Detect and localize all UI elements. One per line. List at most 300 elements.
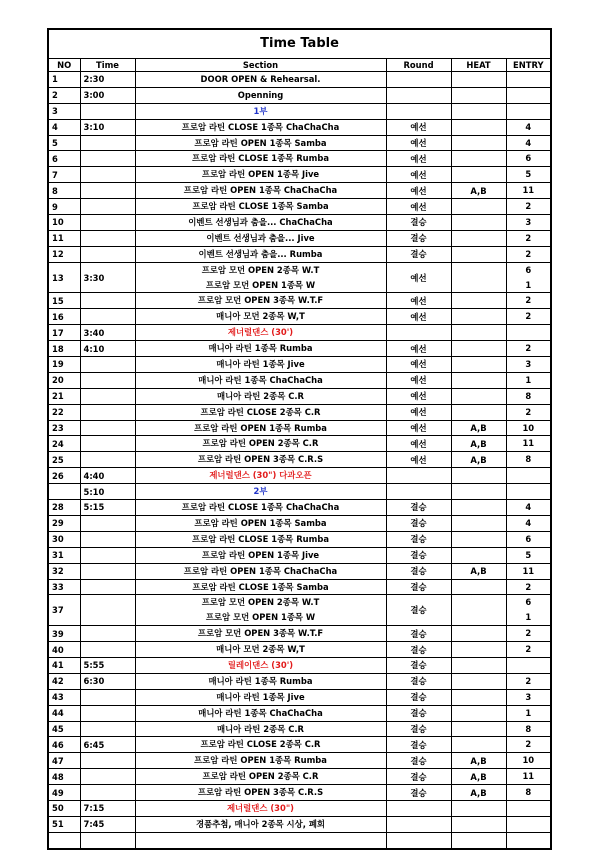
- table-row: [48, 215, 551, 231]
- cell-entry: [506, 800, 551, 816]
- cell-no: 50: [48, 800, 80, 816]
- cell-entry-line: 4: [525, 121, 532, 132]
- cell-no: 19: [48, 357, 80, 373]
- cell-round: [386, 325, 451, 341]
- cell-section: [135, 785, 386, 801]
- table-row: [48, 705, 551, 721]
- table-row: [48, 689, 551, 705]
- cell-section: [135, 657, 386, 673]
- cell-entry: [506, 309, 551, 325]
- cell-entry: [506, 388, 551, 404]
- cell-section-line: 프로암 모던 OPEN 1종목 W: [205, 612, 316, 623]
- cell-section-line: Openning: [237, 89, 284, 100]
- cell-section: [135, 230, 386, 246]
- cell-heat: [451, 230, 506, 246]
- cell-section-line: 프로암 라틴 OPEN 2종목 C.R: [202, 771, 319, 782]
- cell-no: 28: [48, 500, 80, 516]
- header-row: [48, 59, 551, 72]
- cell-no: 7: [48, 167, 80, 183]
- table-row: [48, 673, 551, 689]
- cell-time: 4:40: [80, 468, 135, 484]
- cell-entry: [506, 705, 551, 721]
- cell-no: 48: [48, 769, 80, 785]
- cell-heat: [451, 531, 506, 547]
- cell-section-line: 프로암 라틴 CLOSE 2종목 C.R: [200, 739, 321, 750]
- cell-entry-line: 11: [522, 185, 535, 196]
- table-row: [48, 341, 551, 357]
- cell-section-line: 프로암 라틴 CLOSE 1종목 Samba: [192, 201, 329, 212]
- cell-no: 5: [48, 135, 80, 151]
- cell-heat: [451, 199, 506, 215]
- cell-entry: [506, 452, 551, 468]
- cell-entry-line: 1: [525, 279, 532, 290]
- cell-round: 결승: [386, 626, 451, 642]
- cell-entry-line: 8: [525, 454, 532, 465]
- cell-no: 21: [48, 388, 80, 404]
- cell-section-line: 프로암 모던 OPEN 3종목 W.T.F: [197, 628, 324, 639]
- cell-section: [135, 832, 386, 848]
- cell-no: 2: [48, 87, 80, 103]
- cell-section-line: DOOR OPEN & Rehearsal.: [200, 74, 321, 84]
- cell-round: 예선: [386, 199, 451, 215]
- cell-section-line: 프로암 라틴 OPEN 1종목 Samba: [194, 137, 327, 148]
- cell-heat: A,B: [451, 563, 506, 579]
- cell-round: 결승: [386, 563, 451, 579]
- cell-no: 32: [48, 563, 80, 579]
- table-row: [48, 151, 551, 167]
- cell-section-line: 프로암 라틴 OPEN 1종목 Rumba: [194, 755, 327, 766]
- cell-round: 예선: [386, 262, 451, 293]
- cell-section: [135, 468, 386, 484]
- table-row: [48, 816, 551, 832]
- cell-no: 4: [48, 119, 80, 135]
- header-no: NO: [48, 59, 80, 72]
- cell-entry-line: 2: [525, 675, 532, 686]
- table-row: [48, 103, 551, 119]
- cell-section: [135, 404, 386, 420]
- cell-entry: [506, 579, 551, 595]
- cell-round: 예선: [386, 167, 451, 183]
- table-row: [48, 199, 551, 215]
- cell-section-line: 2부: [253, 486, 268, 497]
- table-row: [48, 325, 551, 341]
- cell-no: [48, 832, 80, 848]
- cell-time: [80, 563, 135, 579]
- cell-time: [80, 832, 135, 848]
- cell-round: 예선: [386, 151, 451, 167]
- cell-section-line: 이벤트 선생님과 춤을... ChaChaCha: [188, 217, 333, 228]
- cell-section-line: 프로암 라틴 OPEN 1종목 ChaChaCha: [183, 185, 338, 196]
- cell-entry: [506, 642, 551, 658]
- cell-entry-line: 6: [525, 153, 532, 164]
- cell-time: [80, 420, 135, 436]
- time-table-sheet: [47, 28, 550, 850]
- cell-time: [80, 705, 135, 721]
- cell-time: [80, 531, 135, 547]
- cell-heat: [451, 215, 506, 231]
- cell-section: [135, 500, 386, 516]
- cell-section: [135, 309, 386, 325]
- cell-entry: [506, 737, 551, 753]
- table-row: [48, 420, 551, 436]
- cell-heat: [451, 357, 506, 373]
- cell-time: 3:10: [80, 119, 135, 135]
- cell-heat: [451, 388, 506, 404]
- cell-section: [135, 167, 386, 183]
- cell-round: [386, 832, 451, 848]
- cell-entry: [506, 72, 551, 88]
- cell-round: [386, 800, 451, 816]
- cell-heat: [451, 689, 506, 705]
- cell-heat: [451, 816, 506, 832]
- cell-section-line: 매니아 라틴 1종목 Jive: [216, 359, 305, 370]
- cell-entry-line: [510, 801, 548, 816]
- cell-heat: [451, 372, 506, 388]
- cell-section-line: 프로암 라틴 OPEN 1종목 Rumba: [194, 422, 327, 433]
- cell-section-line: 제너럴댄스 (30'): [227, 327, 294, 338]
- header-section: Section: [135, 59, 386, 72]
- cell-section: [135, 215, 386, 231]
- table-row: [48, 484, 551, 500]
- cell-entry-line: 3: [525, 217, 532, 228]
- cell-no: 31: [48, 547, 80, 563]
- cell-section-line: 프로암 라틴 OPEN 1종목 Samba: [194, 517, 327, 528]
- cell-no: 18: [48, 341, 80, 357]
- cell-time: [80, 246, 135, 262]
- cell-entry: [506, 484, 551, 500]
- cell-no: 22: [48, 404, 80, 420]
- cell-entry: [506, 657, 551, 673]
- table-row: [48, 595, 551, 626]
- cell-entry: [506, 262, 551, 293]
- cell-section: [135, 816, 386, 832]
- cell-heat: [451, 87, 506, 103]
- cell-round: [386, 816, 451, 832]
- cell-round: 예선: [386, 135, 451, 151]
- cell-entry: [506, 816, 551, 832]
- cell-time: [80, 230, 135, 246]
- cell-entry-line: [510, 72, 548, 87]
- cell-entry-line: 10: [522, 422, 535, 433]
- cell-round: 예선: [386, 372, 451, 388]
- cell-no: 23: [48, 420, 80, 436]
- cell-round: [386, 468, 451, 484]
- cell-heat: A,B: [451, 753, 506, 769]
- cell-section-line: 매니아 모던 2종목 W,T: [216, 311, 305, 322]
- cell-time: [80, 642, 135, 658]
- cell-entry: [506, 515, 551, 531]
- cell-time: [80, 769, 135, 785]
- cell-entry: [506, 673, 551, 689]
- cell-time: 6:45: [80, 737, 135, 753]
- header-round: Round: [386, 59, 451, 72]
- cell-time: 7:45: [80, 816, 135, 832]
- cell-round: 결승: [386, 246, 451, 262]
- cell-heat: A,B: [451, 452, 506, 468]
- cell-section: [135, 595, 386, 626]
- cell-round: 예선: [386, 119, 451, 135]
- cell-entry-line: 2: [525, 581, 532, 592]
- cell-heat: [451, 468, 506, 484]
- cell-round: 결승: [386, 500, 451, 516]
- cell-entry-line: 2: [525, 628, 532, 639]
- cell-entry-line: 2: [525, 406, 532, 417]
- table-row: [48, 230, 551, 246]
- cell-entry: [506, 151, 551, 167]
- cell-section: [135, 626, 386, 642]
- cell-round: 예선: [386, 341, 451, 357]
- cell-entry: [506, 500, 551, 516]
- cell-entry: [506, 325, 551, 341]
- cell-section-line: 프로암 모던 OPEN 1종목 W: [205, 279, 316, 290]
- cell-no: 45: [48, 721, 80, 737]
- cell-entry: [506, 689, 551, 705]
- table-row: [48, 293, 551, 309]
- cell-entry-line: 11: [522, 771, 535, 782]
- cell-entry: [506, 626, 551, 642]
- cell-heat: A,B: [451, 785, 506, 801]
- cell-entry: [506, 404, 551, 420]
- cell-entry: [506, 372, 551, 388]
- cell-heat: [451, 579, 506, 595]
- cell-section-line: 프로암 라틴 OPEN 3종목 C.R.S: [197, 787, 324, 798]
- cell-time: 3:00: [80, 87, 135, 103]
- cell-entry-line: [510, 833, 548, 848]
- cell-section: [135, 246, 386, 262]
- cell-no: [48, 484, 80, 500]
- cell-section: [135, 452, 386, 468]
- cell-heat: [451, 737, 506, 753]
- cell-time: [80, 372, 135, 388]
- cell-time: [80, 183, 135, 199]
- cell-section-line: 프로암 라틴 OPEN 1종목 Jive: [201, 549, 320, 560]
- cell-round: 결승: [386, 769, 451, 785]
- cell-section: [135, 579, 386, 595]
- cell-time: 7:15: [80, 800, 135, 816]
- table-row: [48, 119, 551, 135]
- table-row: [48, 135, 551, 151]
- table-row: [48, 737, 551, 753]
- cell-entry-line: 2: [525, 295, 532, 306]
- cell-round: 결승: [386, 531, 451, 547]
- cell-heat: [451, 642, 506, 658]
- cell-time: [80, 436, 135, 452]
- cell-section: [135, 800, 386, 816]
- cell-entry: [506, 246, 551, 262]
- cell-section: [135, 531, 386, 547]
- cell-section: [135, 515, 386, 531]
- cell-no: 30: [48, 531, 80, 547]
- cell-section: [135, 689, 386, 705]
- cell-entry-line: 1: [525, 374, 532, 385]
- cell-no: 25: [48, 452, 80, 468]
- cell-section: [135, 293, 386, 309]
- cell-heat: [451, 705, 506, 721]
- cell-no: 49: [48, 785, 80, 801]
- cell-section: [135, 642, 386, 658]
- cell-entry-line: 5: [525, 549, 532, 560]
- cell-heat: A,B: [451, 769, 506, 785]
- cell-no: 41: [48, 657, 80, 673]
- cell-section: [135, 563, 386, 579]
- cell-round: 예선: [386, 404, 451, 420]
- cell-entry: [506, 293, 551, 309]
- cell-section-line: 프로암 라틴 CLOSE 1종목 Samba: [192, 581, 329, 592]
- cell-heat: [451, 325, 506, 341]
- cell-heat: [451, 119, 506, 135]
- cell-heat: [451, 547, 506, 563]
- cell-round: 예선: [386, 293, 451, 309]
- cell-round: 결승: [386, 642, 451, 658]
- cell-time: [80, 515, 135, 531]
- cell-entry-line: 8: [525, 390, 532, 401]
- table-row: [48, 785, 551, 801]
- header-time: Time: [80, 59, 135, 72]
- cell-time: [80, 167, 135, 183]
- cell-section-line: 매니아 라틴 1종목 ChaChaCha: [198, 707, 323, 718]
- cell-heat: [451, 832, 506, 848]
- cell-entry: [506, 341, 551, 357]
- table-row: [48, 832, 551, 848]
- cell-time: [80, 388, 135, 404]
- cell-section-line: 매니아 라틴 2종목 C.R: [217, 723, 304, 734]
- cell-entry-line: 2: [525, 311, 532, 322]
- cell-section: [135, 325, 386, 341]
- cell-time: [80, 309, 135, 325]
- table-row: [48, 515, 551, 531]
- cell-entry: [506, 183, 551, 199]
- cell-entry-line: 1: [525, 612, 532, 623]
- cell-section-line: 이벤트 선생님과 춤을... Jive: [206, 232, 315, 243]
- cell-heat: [451, 103, 506, 119]
- cell-round: 결승: [386, 547, 451, 563]
- cell-section: [135, 737, 386, 753]
- cell-section: [135, 103, 386, 119]
- cell-no: 11: [48, 230, 80, 246]
- table-row: [48, 246, 551, 262]
- cell-entry: [506, 119, 551, 135]
- cell-section-line: 프로암 라틴 CLOSE 1종목 Rumba: [192, 153, 329, 164]
- cell-entry: [506, 103, 551, 119]
- cell-time: [80, 579, 135, 595]
- cell-section-line: 프로암 모던 OPEN 2종목 W.T: [201, 597, 320, 608]
- cell-entry-line: 4: [525, 517, 532, 528]
- cell-round: [386, 103, 451, 119]
- cell-section-line: 매니아 라틴 1종목 Rumba: [208, 343, 313, 354]
- cell-section-line: 프로암 라틴 CLOSE 1종목 Rumba: [192, 533, 329, 544]
- cell-section: [135, 87, 386, 103]
- table-row: [48, 87, 551, 103]
- cell-heat: [451, 167, 506, 183]
- cell-section: [135, 388, 386, 404]
- cell-section: [135, 119, 386, 135]
- cell-no: 51: [48, 816, 80, 832]
- cell-entry: [506, 595, 551, 626]
- cell-time: 3:40: [80, 325, 135, 341]
- table-row: [48, 262, 551, 293]
- table-row: [48, 642, 551, 658]
- cell-time: [80, 452, 135, 468]
- cell-entry-line: 3: [525, 359, 532, 370]
- cell-time: [80, 753, 135, 769]
- cell-section: [135, 262, 386, 293]
- cell-entry-line: 10: [522, 755, 535, 766]
- cell-entry: [506, 215, 551, 231]
- cell-heat: [451, 309, 506, 325]
- cell-section-line: 1부: [253, 105, 268, 116]
- table-row: [48, 753, 551, 769]
- cell-section-line: 프로암 라틴 CLOSE 2종목 C.R: [200, 406, 321, 417]
- cell-heat: A,B: [451, 436, 506, 452]
- cell-round: 예선: [386, 183, 451, 199]
- cell-entry-line: 2: [525, 644, 532, 655]
- cell-time: [80, 215, 135, 231]
- cell-time: [80, 785, 135, 801]
- table-row: [48, 531, 551, 547]
- cell-section: [135, 183, 386, 199]
- cell-round: 예선: [386, 436, 451, 452]
- cell-no: 13: [48, 262, 80, 293]
- cell-section-line: 매니아 모던 2종목 W,T: [216, 644, 305, 655]
- cell-entry: [506, 769, 551, 785]
- cell-section-line: [139, 833, 383, 848]
- cell-no: 43: [48, 689, 80, 705]
- cell-time: [80, 103, 135, 119]
- cell-entry-line: [510, 817, 548, 832]
- cell-section-line: 매니아 라틴 2종목 C.R: [217, 390, 304, 401]
- cell-no: 10: [48, 215, 80, 231]
- cell-section: [135, 753, 386, 769]
- cell-time: [80, 721, 135, 737]
- cell-entry-line: 1: [525, 707, 532, 718]
- cell-section-line: 프로암 라틴 OPEN 2종목 C.R: [202, 438, 319, 449]
- cell-round: 결승: [386, 785, 451, 801]
- cell-entry: [506, 785, 551, 801]
- cell-entry: [506, 436, 551, 452]
- cell-round: 예선: [386, 420, 451, 436]
- cell-no: 8: [48, 183, 80, 199]
- cell-section: [135, 436, 386, 452]
- cell-round: 결승: [386, 215, 451, 231]
- cell-heat: [451, 595, 506, 626]
- cell-section-line: 제너럴댄스 (30") 다과오픈: [209, 470, 312, 481]
- cell-entry-line: [510, 484, 548, 499]
- table-row: [48, 72, 551, 88]
- cell-round: [386, 484, 451, 500]
- cell-entry-line: 4: [525, 502, 532, 513]
- cell-heat: [451, 404, 506, 420]
- cell-section-line: 프로암 라틴 OPEN 3종목 C.R.S: [197, 454, 324, 465]
- cell-entry-line: [510, 468, 548, 483]
- cell-round: 예선: [386, 388, 451, 404]
- cell-entry-line: 2: [525, 232, 532, 243]
- cell-entry-line: 2: [525, 248, 532, 259]
- cell-section: [135, 721, 386, 737]
- cell-entry: [506, 357, 551, 373]
- cell-no: 20: [48, 372, 80, 388]
- table-row: [48, 436, 551, 452]
- table-title: Time Table: [48, 29, 551, 59]
- cell-entry-line: 2: [525, 739, 532, 750]
- cell-entry-line: 4: [525, 137, 532, 148]
- cell-time: 2:30: [80, 72, 135, 88]
- cell-time: 5:15: [80, 500, 135, 516]
- cell-no: 37: [48, 595, 80, 626]
- cell-no: 46: [48, 737, 80, 753]
- cell-round: 결승: [386, 579, 451, 595]
- cell-heat: [451, 151, 506, 167]
- cell-heat: [451, 262, 506, 293]
